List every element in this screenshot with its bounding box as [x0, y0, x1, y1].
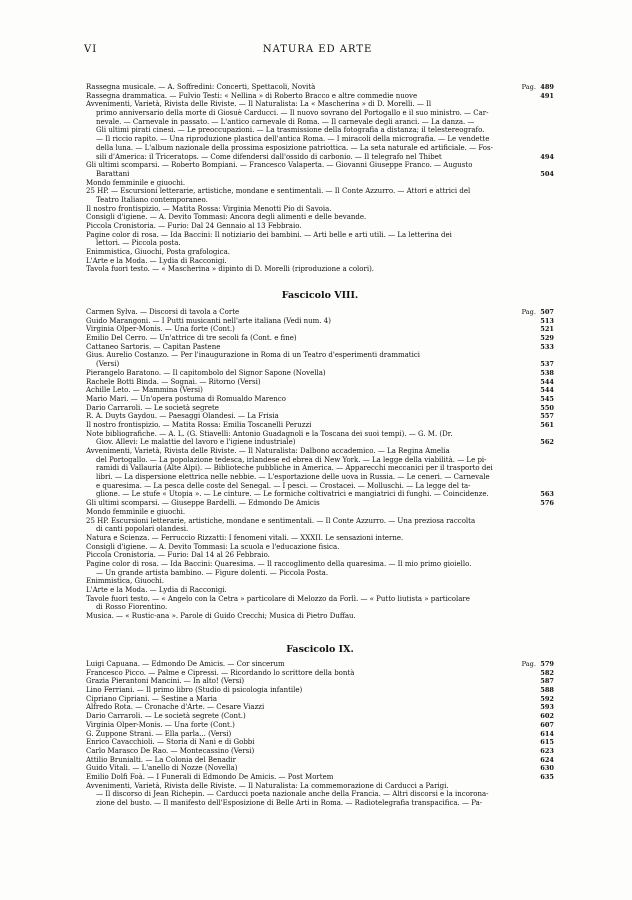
toc-entry-text: del Portogallo. — La popolazione tedesca, irlandese ed ebrea di New York. — La legge della viabilità. — Le pi- [96, 455, 487, 464]
toc-entry-text: R. A. Duyts Gaydou. — Paesaggi Olandesi. — La Frisia [86, 412, 279, 421]
page-ref: 593 [540, 703, 554, 712]
toc-entry-text: Francesco Picco. — Palme e Cipressi. — Ricordando lo scrittore della bontà [86, 668, 355, 677]
toc-entry-line [86, 170, 554, 179]
toc-entry-line [86, 369, 554, 378]
toc-entry-text: libri. — La dispersione elettrica nelle nebbie. — L'esportazione delle uova in Russia. — Le ceneri. — Carnevale [96, 473, 490, 482]
toc-entry-text: Dario Carraroli. — Le società segrete [86, 403, 219, 412]
page-label: Pag. [521, 83, 536, 91]
toc-entry-line [86, 421, 554, 430]
toc-entry-text: Grazia Pierantoni Mancini. — In alto! (Versi) [86, 677, 245, 686]
toc-entry-line [86, 196, 554, 205]
toc-entry-line [86, 586, 554, 595]
page-ref: 630 [540, 764, 554, 773]
toc-entry-text: Piccola Cronistoria. — Furio: Dal 24 Gennaio al 13 Febbraio. [86, 222, 302, 230]
toc-entry-text: Tavole fuori testo. — « Angelo con la Cetra » particolare di Melozzo da Forlì. — « Putto liutista » particolare [86, 594, 470, 603]
toc-entry-text: Lino Ferriani. — Il primo libro (Studio di psicologia infantile) [86, 686, 303, 695]
page-ref: 544 [540, 377, 554, 386]
toc-entry-line [86, 464, 554, 473]
toc-entry-text: Gli ultimi scomparsi. — Roberto Bompiani. — Francesco Valaperta. — Giovanni Giuseppe Franco. — Augusto [86, 161, 473, 170]
toc-entry-text: Pierangelo Baratono. — Il capitombolo del Signor Sapone (Novella) [86, 368, 326, 377]
toc-entry-line [86, 490, 554, 499]
toc-entry-text: Giov. Allevi: Le malattie del lavoro e l'igiene industriale) [96, 438, 296, 447]
toc-entry-line [86, 543, 554, 552]
toc-entry-text: Rassegna drammatica. — Fulvio Testi: « Nellina » di Roberto Bracco e altre commedie nuove [86, 91, 418, 100]
toc-entry-text: Consigli d'igiene. — A. Devito Tommasi: Ancora degli alimenti e delle bevande. [86, 213, 367, 222]
toc-entry-text: Emilio Del Cerro. — Un'attrice di tre secoli fa (Cont. e fine) [86, 334, 297, 343]
toc-entry-text: zione del busto. — Il manifesto dell'Esposizione di Belle Arti in Roma. — Radiotelegrafia transpacifica. — Pa- [96, 799, 483, 807]
toc-entry-text: nevale. — Carnevale in passato. — L'antico carnevale di Roma. — Il carnevale degli aranci. — La danza. — [96, 117, 475, 126]
toc-entry-text: Virginia Olper-Monis. — Una forte (Cont.) [86, 325, 235, 334]
toc-entry-line [86, 456, 554, 465]
toc-entry-line [86, 603, 554, 612]
toc-entry-line [86, 257, 554, 266]
toc-entry-text: sili d'America: il Triceratops. — Come difendersi dall'ossido di carbonio. — Il telegrafo nel Thibet [96, 152, 442, 161]
toc-entry-line [86, 790, 554, 799]
toc-entry-line [86, 83, 554, 92]
toc-entry-text: Mario Mari. — Un'opera postuma di Romualdo Marenco [86, 394, 286, 403]
toc-entry-line [86, 773, 554, 782]
toc-entry-text: Note bibliografiche. — A. L. (G. Stiavelli: Antonio Guadagnoli e la Toscana dei suoi tempi). — G. M. (Dr. [86, 429, 453, 438]
page-ref: 592 [540, 694, 554, 703]
toc-entry-text: Attilio Brunialti. — La Colonia del Benadir [86, 755, 236, 764]
page-ref: 562 [540, 438, 554, 447]
toc-entry-text: Barattani [96, 169, 130, 178]
toc-entry-text: — Il discorso di Jean Richepin. — Carducci poeta nazionale anche della Francia. — Altri discorsi e la incorona- [96, 790, 489, 799]
toc-entry-line [86, 205, 554, 214]
toc-entry-line [86, 109, 554, 118]
page-ref: 533 [540, 342, 554, 351]
toc-entry-line [86, 595, 554, 604]
toc-entry-line [86, 179, 554, 188]
toc-entry-text: glione. — Le stufe « Utopia ». — Le cinture. — Le formiche coltivatrici e mangiatrici di funghi. — Coincidenze. [96, 490, 489, 499]
toc-entry-line [86, 721, 554, 730]
toc-entry-text: Carmen Sylva. — Discorsi di tavola a Corte [86, 308, 240, 316]
toc-entry-line [86, 317, 554, 326]
page-ref: 582 [540, 668, 554, 677]
page-label: Pag. [521, 660, 536, 668]
toc-entry-text: Avvenimenti, Varietà, Rivista delle Riviste. — Il Naturalista: Dalbono accademico. — La Regina Amelia [86, 447, 450, 455]
toc-entry-line [86, 703, 554, 712]
toc-entry-text: primo anniversario della morte di Giosuè Carducci. — Il nuovo sovrano del Portogallo e il suo ministro. — Car- [96, 109, 489, 118]
page-ref: 614 [540, 729, 554, 738]
toc-entry-text: Cattaneo Sartoris. — Capitan Pastene [86, 342, 221, 351]
page-ref: 494 [540, 152, 554, 161]
toc-entry-line [86, 404, 554, 413]
toc-entry-line [86, 430, 554, 439]
page-ref: 615 [540, 738, 554, 747]
toc-entry-text: Teatro Italiano contemporaneo. [96, 195, 208, 204]
toc-entry-text: Alfredo Rota. — Cronache d'Arte. — Cesare Viazzi [86, 703, 265, 712]
toc-entry-line [86, 560, 554, 569]
toc-entry-text: Virginia Olper-Monis. — Una forte (Cont.) [86, 720, 235, 729]
toc-entry-line [86, 343, 554, 352]
journal-title: NATURA ED ARTE [262, 44, 373, 55]
toc-section-ix [86, 660, 554, 808]
toc-entry-line [86, 144, 554, 153]
toc-entry-text: Pagine color di rosa. — Ida Baccini: Il notiziario dei bambini. — Arti belle e arti utili. — La letterina dei [86, 230, 452, 239]
toc-entry-text: L'Arte e la Moda. — Lydia di Racconigi. [86, 256, 227, 265]
toc-entry-line [86, 677, 554, 686]
toc-entry-text: Dario Carraroli. — Le società segrete (Cont.) [86, 712, 246, 721]
toc-entry-text: Guido Marangoni. — I Putti musicanti nell'arte italiana (Vedi num. 4) [86, 316, 331, 325]
toc-entry-text: — Un grande artista bambino. — Figure dolenti. — Piccola Posta. [96, 568, 329, 577]
toc-entry-line [86, 660, 554, 669]
toc-entry-line [86, 378, 554, 387]
section-title-ix: Fascicolo IX. [286, 644, 354, 655]
toc-entry-text: Carlo Marasco De Rao. — Montecassino (Versi) [86, 746, 255, 755]
toc-entry-line [86, 730, 554, 739]
toc-section-viii [86, 308, 554, 621]
toc-entry-line [86, 577, 554, 586]
page-ref: 504 [540, 169, 554, 178]
toc-entry-line [86, 534, 554, 543]
toc-entry-line [86, 482, 554, 491]
toc-entry-text: di canti popolari olandesi. [96, 525, 189, 534]
page-header [84, 44, 552, 55]
toc-entry-text: Gli ultimi pirati cinesi. — Le preoccupazioni. — La trasmissione della fotografia a distanza; il telestereografo. [96, 126, 485, 135]
toc-entry-text: Musica. — « Rustic-ana ». Parole di Guido Crecchi; Musica di Pietro Duffau. [86, 612, 356, 621]
toc-entry-line [86, 222, 554, 231]
toc-entry-text: Il nostro frontispizio. — Matita Rossa: Emilia Toscanelli Peruzzi [86, 420, 312, 429]
toc-entry-line [86, 308, 554, 317]
page-ref: 507 [540, 308, 554, 316]
toc-entry-text: Achille Leto. — Mammina (Versi) [86, 386, 203, 395]
toc-entry-line [86, 782, 554, 791]
page-ref: 557 [540, 412, 554, 421]
toc-entry-text: Gius. Aurelio Costanzo. — Per l'inaugurazione in Roma di un Teatro d'esperimenti drammatici [86, 351, 420, 360]
toc-entry-line [86, 438, 554, 447]
toc-entry-line [86, 669, 554, 678]
page-ref: 624 [540, 755, 554, 764]
toc-entry-line [86, 738, 554, 747]
page-ref: 550 [540, 403, 554, 412]
toc-entry-line [86, 712, 554, 721]
toc-entry-text: Pagine color di rosa. — Ida Baccini: Quaresima. — Il raccoglimento della quaresima. — Il mio primo gioiello. [86, 559, 472, 568]
toc-entry-text: Mondo femminile e giuochi. [86, 178, 186, 187]
toc-entry-line [86, 764, 554, 773]
toc-entry-line [86, 447, 554, 456]
toc-entry-line [86, 756, 554, 765]
toc-entry-text: lettori. — Piccola posta. [96, 239, 181, 248]
toc-entry-line [86, 747, 554, 756]
toc-entry-line [86, 351, 554, 360]
page-label: Pag. [521, 308, 536, 316]
toc-entry-text: Avvenimenti, Varietà, Rivista delle Riviste. — Il Naturalista: La commemorazione di Carducci a Parigi. [86, 781, 449, 790]
page-ref: 587 [540, 677, 554, 686]
page-ref: 561 [540, 420, 554, 429]
toc-entry-line [86, 686, 554, 695]
page-ref: 635 [540, 772, 554, 781]
page-ref: 576 [540, 499, 554, 508]
page-ref: 491 [540, 91, 554, 100]
toc-entry-line [86, 334, 554, 343]
toc-entry-line [86, 360, 554, 369]
toc-entry-line [86, 695, 554, 704]
toc-entry-text: Tavola fuori testo. — « Mascherina » dipinto di D. Morelli (riproduzione a colori). [86, 265, 375, 274]
toc-entry-text: Il nostro frontispizio. — Matita Rossa: Virginia Menotti Pio di Savoia. [86, 204, 332, 213]
page-ref: 607 [540, 720, 554, 729]
page-ref: 513 [540, 316, 554, 325]
toc-entry-line [86, 248, 554, 257]
toc-entry-line [86, 100, 554, 109]
toc-entry-text: Natura e Scienza. — Ferruccio Rizzatti: I fenomeni vitali. — XXXII. Le sensazioni interne. [86, 533, 404, 542]
toc-entry-line [86, 239, 554, 248]
toc-entry-line [86, 612, 554, 621]
toc-entry-line [86, 473, 554, 482]
toc-entry-text: Rachele Botti Binda. — Sognai. — Ritorno (Versi) [86, 377, 261, 386]
toc-entry-line [86, 569, 554, 578]
toc-entry-text: Emilio Dolfi Foà. — I Funerali di Edmondo De Amicis. — Post Mortem [86, 772, 334, 781]
toc-entry-line [86, 517, 554, 526]
toc-entry-text: Cipriano Cipriani. — Sestine a Maria [86, 694, 217, 703]
toc-entry-text: Guido Vitali. — L'anello di Nozze (Novella) [86, 764, 238, 773]
page-ref: 529 [540, 334, 554, 343]
toc-entry-text: Piccola Cronistoria. — Furio: Dal 14 al 26 Febbraio. [86, 551, 270, 560]
toc-entry-line [86, 799, 554, 808]
toc-entry-text: — Il riccio rapito. — Una riproduzione plastica dell'antica Roma. — I miracoli della micrografia. — Le vendette [96, 135, 490, 144]
toc-entry-text: Enimmistica, Giuochi, Posta grafologica. [86, 248, 230, 257]
toc-entry-line [86, 551, 554, 560]
section-title-viii: Fascicolo VIII. [281, 290, 359, 301]
toc-entry-line [86, 508, 554, 517]
toc-entry-line [86, 325, 554, 334]
page-number: VI [84, 44, 98, 55]
page-ref: 602 [540, 712, 554, 721]
toc-entry-text: ramidi di Vallauria (Alte Alpi). — Biblioteche pubbliche in America. — Apparecchi meccanici per il trasporto dei [96, 464, 493, 473]
page-ref: 623 [540, 746, 554, 755]
toc-entry-text: Gli ultimi scomparsi. — Giuseppe Bardelli. — Edmondo De Amicis [86, 499, 320, 508]
toc-entry-text: Mondo femminile e giuochi. [86, 507, 186, 516]
page-ref: 538 [540, 368, 554, 377]
page-ref: 588 [540, 686, 554, 695]
page-ref: 579 [540, 660, 554, 668]
page-ref: 544 [540, 386, 554, 395]
toc-entry-line [86, 499, 554, 508]
toc-entry-text: Avvenimenti, Varietà, Rivista delle Riviste. — Il Naturalista: La « Mascherina » di D. Morelli. — Il [86, 100, 432, 109]
toc-entry-text: (Versi) [96, 360, 120, 369]
page-ref: 489 [540, 83, 554, 91]
page-ref: 563 [540, 490, 554, 499]
toc-entry-line [86, 153, 554, 162]
toc-entry-text: Enimmistica, Giuochi. [86, 577, 165, 586]
toc-entry-line [86, 118, 554, 127]
toc-entry-text: di Rosso Fiorentino. [96, 603, 168, 612]
toc-entry-line [86, 135, 554, 144]
toc-entry-line [86, 161, 554, 170]
toc-entry-line [86, 126, 554, 135]
toc-entry-text: G. Zuppone Strani. — Ella parla... (Versi) [86, 729, 232, 738]
toc-entry-line [86, 213, 554, 222]
toc-entry-line [86, 265, 554, 274]
toc-entry-text: L'Arte e la Moda. — Lydia di Racconigi. [86, 586, 227, 594]
toc-entry-line [86, 412, 554, 421]
toc-entry-line [86, 525, 554, 534]
page-ref: 537 [540, 360, 554, 369]
toc-entry-text: e quaresima. — La pesca delle coste del Senegal. — I pesci. — Crostacei. — Molluschi. — La legge del ta- [96, 481, 471, 490]
toc-entry-text: 25 HP. — Escursioni letterarie, artistiche, mondane e sentimentali. — Il Conte Azzurro. — Attori e attrici del [86, 187, 471, 196]
toc-entry-line [86, 187, 554, 196]
toc-entry-text: 25 HP. Escursioni letterarie, artistiche, mondane e sentimentali. — Il Conte Azzurro. — Una preziosa raccolta [86, 516, 476, 525]
toc-entry-text: Enrico Cavacchioli. — Storia di Nani e di Gobbi [86, 738, 255, 747]
toc-entry-line [86, 395, 554, 404]
toc-entry-text: della luna. — L'album nazionale della prossima esposizione patriottica. — La seta naturale ed artificiale. — Fos- [96, 143, 493, 152]
toc-entry-line [86, 386, 554, 395]
toc-section-vii [86, 83, 554, 274]
page-ref: 545 [540, 394, 554, 403]
toc-entry-line [86, 92, 554, 101]
toc-entry-text: Luigi Capuana. — Edmondo De Amicis. — Cor sincerum [86, 660, 285, 668]
page-ref: 521 [540, 325, 554, 334]
toc-entry-line [86, 231, 554, 240]
toc-entry-text: Consigli d'igiene. — A. Devito Tommasi: La scuola e l'educazione fisica. [86, 542, 340, 551]
toc-entry-text: Rassegna musicale. — A. Soffredini: Concerti, Spettacoli, Novità [86, 83, 316, 91]
